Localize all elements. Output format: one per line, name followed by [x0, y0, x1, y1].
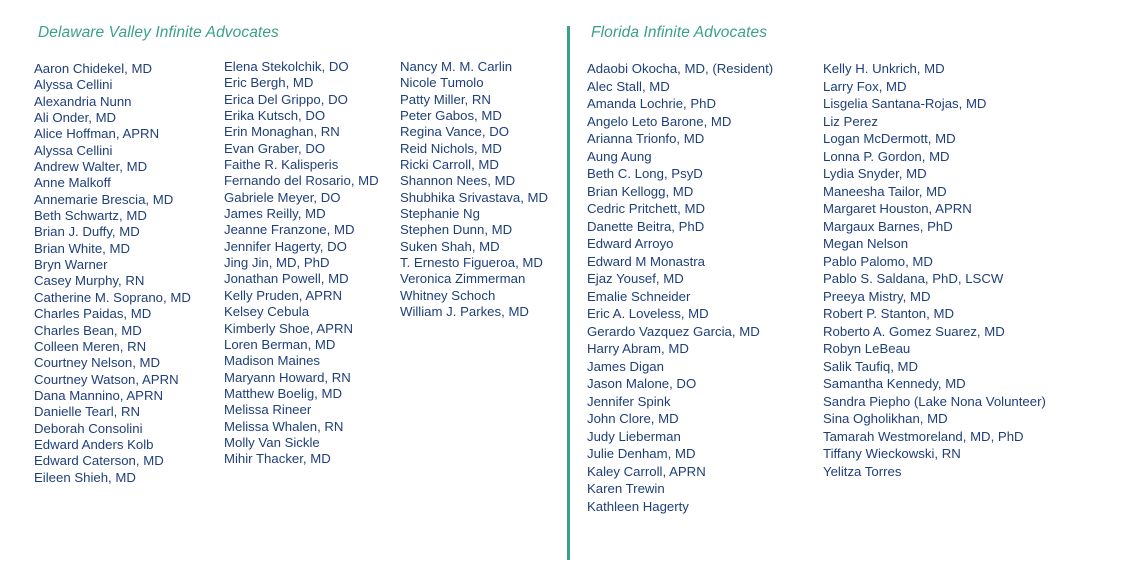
- advocate-name: Harry Abram, MD: [587, 341, 689, 356]
- delaware-names-column-2: [224, 59, 379, 468]
- advocate-name: Edward Arroyo: [587, 236, 674, 251]
- advocate-name: Erin Monaghan, RN: [224, 124, 340, 140]
- advocate-name: Melissa Whalen, RN: [224, 418, 344, 434]
- advocate-name: Brian Kellogg, MD: [587, 183, 694, 199]
- advocate-name: Kelly H. Unkrich, MD: [823, 61, 945, 76]
- advocate-name: Eileen Shieh, MD: [34, 469, 136, 485]
- advocate-name: John Clore, MD: [587, 411, 679, 426]
- advocate-name: Peter Gabos, MD: [400, 108, 502, 124]
- advocate-name: Julie Denham, MD: [587, 446, 696, 461]
- advocate-name: Ricki Carroll, MD: [400, 157, 499, 173]
- advocate-name: Colleen Meren, RN: [34, 338, 147, 354]
- advocate-name: Alec Stall, MD: [587, 78, 670, 94]
- advocate-name: Kaley Carroll, APRN: [587, 463, 706, 479]
- advocate-name: Brian White, MD: [34, 240, 130, 256]
- advocate-name: Annemarie Brescia, MD: [34, 191, 174, 207]
- advocate-name: Veronica Zimmerman: [400, 271, 526, 287]
- advocate-name: Alyssa Cellini: [34, 77, 113, 93]
- florida-section-title: Florida Infinite Advocates: [591, 24, 768, 41]
- advocate-name: Margaret Houston, APRN: [823, 201, 972, 216]
- advocate-name: James Reilly, MD: [224, 206, 326, 222]
- advocate-name: Elena Stekolchik, DO: [224, 59, 349, 74]
- advocate-name: Courtney Watson, APRN: [34, 371, 179, 387]
- advocate-name: Adaobi Okocha, MD, (Resident): [587, 61, 774, 76]
- advocate-name: Margaux Barnes, PhD: [823, 218, 953, 234]
- advocate-name: Alexandria Nunn: [34, 93, 132, 109]
- advocate-name: Yelitza Torres: [823, 463, 902, 479]
- advocate-name: Charles Paidas, MD: [34, 306, 152, 322]
- advocate-name: Amanda Lochrie, PhD: [587, 96, 717, 111]
- advocate-name: Robyn LeBeau: [823, 341, 911, 356]
- advocate-name: Emalie Schneider: [587, 288, 691, 304]
- advocate-name: Jing Jin, MD, PhD: [224, 255, 330, 271]
- advocate-name: Whitney Schoch: [400, 287, 496, 303]
- advocate-name: Cedric Pritchett, MD: [587, 201, 705, 216]
- advocate-name: Kimberly Shoe, APRN: [224, 320, 353, 336]
- advocate-name: Regina Vance, DO: [400, 124, 509, 140]
- advocate-name: Beth Schwartz, MD: [34, 208, 147, 224]
- advocate-name: Tiffany Wieckowski, RN: [823, 446, 961, 461]
- florida-names-column-1: [587, 60, 773, 515]
- advocate-name: Gabriele Meyer, DO: [224, 189, 341, 205]
- advocate-name: Pablo Palomo, MD: [823, 253, 933, 269]
- advocate-name: Casey Murphy, RN: [34, 273, 145, 289]
- advocate-name: Patty Miller, RN: [400, 91, 491, 107]
- advocate-name: Liz Perez: [823, 113, 878, 129]
- advocate-name: Stephen Dunn, MD: [400, 222, 513, 238]
- advocate-name: Robert P. Stanton, MD: [823, 306, 954, 321]
- advocate-name: Erica Del Grippo, DO: [224, 91, 348, 107]
- advocate-name: Arianna Trionfo, MD: [587, 131, 705, 146]
- advocate-name: Melissa Rineer: [224, 402, 312, 418]
- advocate-name: Logan McDermott, MD: [823, 131, 956, 146]
- advocate-name: Catherine M. Soprano, MD: [34, 289, 191, 305]
- advocate-name: Stephanie Ng: [400, 206, 480, 222]
- advocate-name: T. Ernesto Figueroa, MD: [400, 255, 543, 271]
- advocate-name: Charles Bean, MD: [34, 322, 142, 338]
- advocate-name: Judy Lieberman: [587, 428, 681, 444]
- advocate-name: Sandra Piepho (Lake Nona Volunteer): [823, 393, 1046, 409]
- florida-names-column-2: [823, 60, 1046, 480]
- advocate-name: Bryn Warner: [34, 257, 108, 273]
- advocate-name: Danielle Tearl, RN: [34, 404, 141, 420]
- advocate-name: Kelly Pruden, APRN: [224, 287, 343, 303]
- advocate-name: Jennifer Spink: [587, 393, 671, 409]
- advocate-name: Eric A. Loveless, MD: [587, 306, 709, 321]
- advocate-name: Nancy M. M. Carlin: [400, 59, 513, 74]
- advocate-name: Kathleen Hagerty: [587, 498, 689, 514]
- advocate-name: Matthew Boelig, MD: [224, 385, 342, 401]
- advocate-name: Jason Malone, DO: [587, 376, 697, 391]
- advocate-name: Molly Van Sickle: [224, 434, 320, 450]
- advocate-name: Danette Beitra, PhD: [587, 218, 705, 234]
- advocate-name: Lisgelia Santana-Rojas, MD: [823, 96, 987, 111]
- advocate-name: Evan Graber, DO: [224, 140, 326, 156]
- advocate-name: Eric Bergh, MD: [224, 75, 314, 91]
- advocate-name: Dana Mannino, APRN: [34, 387, 164, 403]
- advocate-name: Maneesha Tailor, MD: [823, 183, 947, 199]
- advocate-name: Tamarah Westmoreland, MD, PhD: [823, 428, 1024, 444]
- advocate-name: Brian J. Duffy, MD: [34, 224, 140, 240]
- advocate-name: Andrew Walter, MD: [34, 159, 148, 175]
- advocate-name: Courtney Nelson, MD: [34, 355, 161, 371]
- advocate-name: Jennifer Hagerty, DO: [224, 238, 347, 254]
- advocate-name: Pablo S. Saldana, PhD, LSCW: [823, 271, 1004, 286]
- section-divider: [567, 26, 570, 560]
- advocate-name: Samantha Kennedy, MD: [823, 376, 966, 391]
- advocate-name: Lonna P. Gordon, MD: [823, 148, 950, 164]
- advocate-name: Kelsey Cebula: [224, 304, 310, 320]
- advocate-name: Faithe R. Kalisperis: [224, 157, 339, 173]
- advocate-name: James Digan: [587, 358, 664, 374]
- advocate-name: Larry Fox, MD: [823, 78, 907, 94]
- advocate-name: Jonathan Powell, MD: [224, 271, 349, 287]
- advocate-name: Anne Malkoff: [34, 175, 111, 191]
- advocate-name: Megan Nelson: [823, 236, 909, 251]
- advocate-name: Erika Kutsch, DO: [224, 108, 326, 124]
- advocate-name: Shubhika Srivastava, MD: [400, 189, 549, 205]
- advocate-name: Preeya Mistry, MD: [823, 288, 931, 304]
- delaware-names-column-1: [34, 61, 191, 486]
- advocate-name: Aung Aung: [587, 148, 652, 164]
- advocate-name: Salik Taufiq, MD: [823, 358, 919, 374]
- advocate-name: Maryann Howard, RN: [224, 369, 351, 385]
- delaware-section-title: Delaware Valley Infinite Advocates: [38, 24, 279, 41]
- advocate-name: Edward M Monastra: [587, 253, 705, 269]
- advocate-name: Lydia Snyder, MD: [823, 166, 927, 181]
- advocate-name: Alice Hoffman, APRN: [34, 126, 160, 142]
- advocate-name: William J. Parkes, MD: [400, 304, 529, 320]
- advocate-name: Reid Nichols, MD: [400, 140, 502, 156]
- advocate-name: Aaron Chidekel, MD: [34, 61, 153, 76]
- advocate-name: Jeanne Franzone, MD: [224, 222, 355, 238]
- advocate-name: Fernando del Rosario, MD: [224, 173, 379, 189]
- delaware-names-column-3: [400, 59, 548, 321]
- advocate-name: Ali Onder, MD: [34, 110, 117, 126]
- advocate-name: Nicole Tumolo: [400, 75, 484, 91]
- advocate-name: Sina Ogholikhan, MD: [823, 411, 948, 426]
- advocate-name: Beth C. Long, PsyD: [587, 166, 703, 181]
- advocate-name: Deborah Consolini: [34, 420, 143, 436]
- advocate-name: Karen Trewin: [587, 481, 665, 496]
- advocate-name: Mihir Thacker, MD: [224, 451, 331, 467]
- advocate-name: Madison Maines: [224, 353, 321, 369]
- advocate-name: Ejaz Yousef, MD: [587, 271, 684, 286]
- advocate-name: Gerardo Vazquez Garcia, MD: [587, 323, 760, 339]
- advocate-name: Roberto A. Gomez Suarez, MD: [823, 323, 1005, 339]
- advocate-name: Edward Caterson, MD: [34, 453, 164, 469]
- advocate-name: Edward Anders Kolb: [34, 436, 154, 452]
- advocate-name: Angelo Leto Barone, MD: [587, 113, 732, 129]
- advocate-name: Alyssa Cellini: [34, 142, 113, 158]
- advocate-name: Loren Berman, MD: [224, 336, 336, 352]
- advocate-name: Suken Shah, MD: [400, 238, 500, 254]
- advocate-name: Shannon Nees, MD: [400, 173, 516, 189]
